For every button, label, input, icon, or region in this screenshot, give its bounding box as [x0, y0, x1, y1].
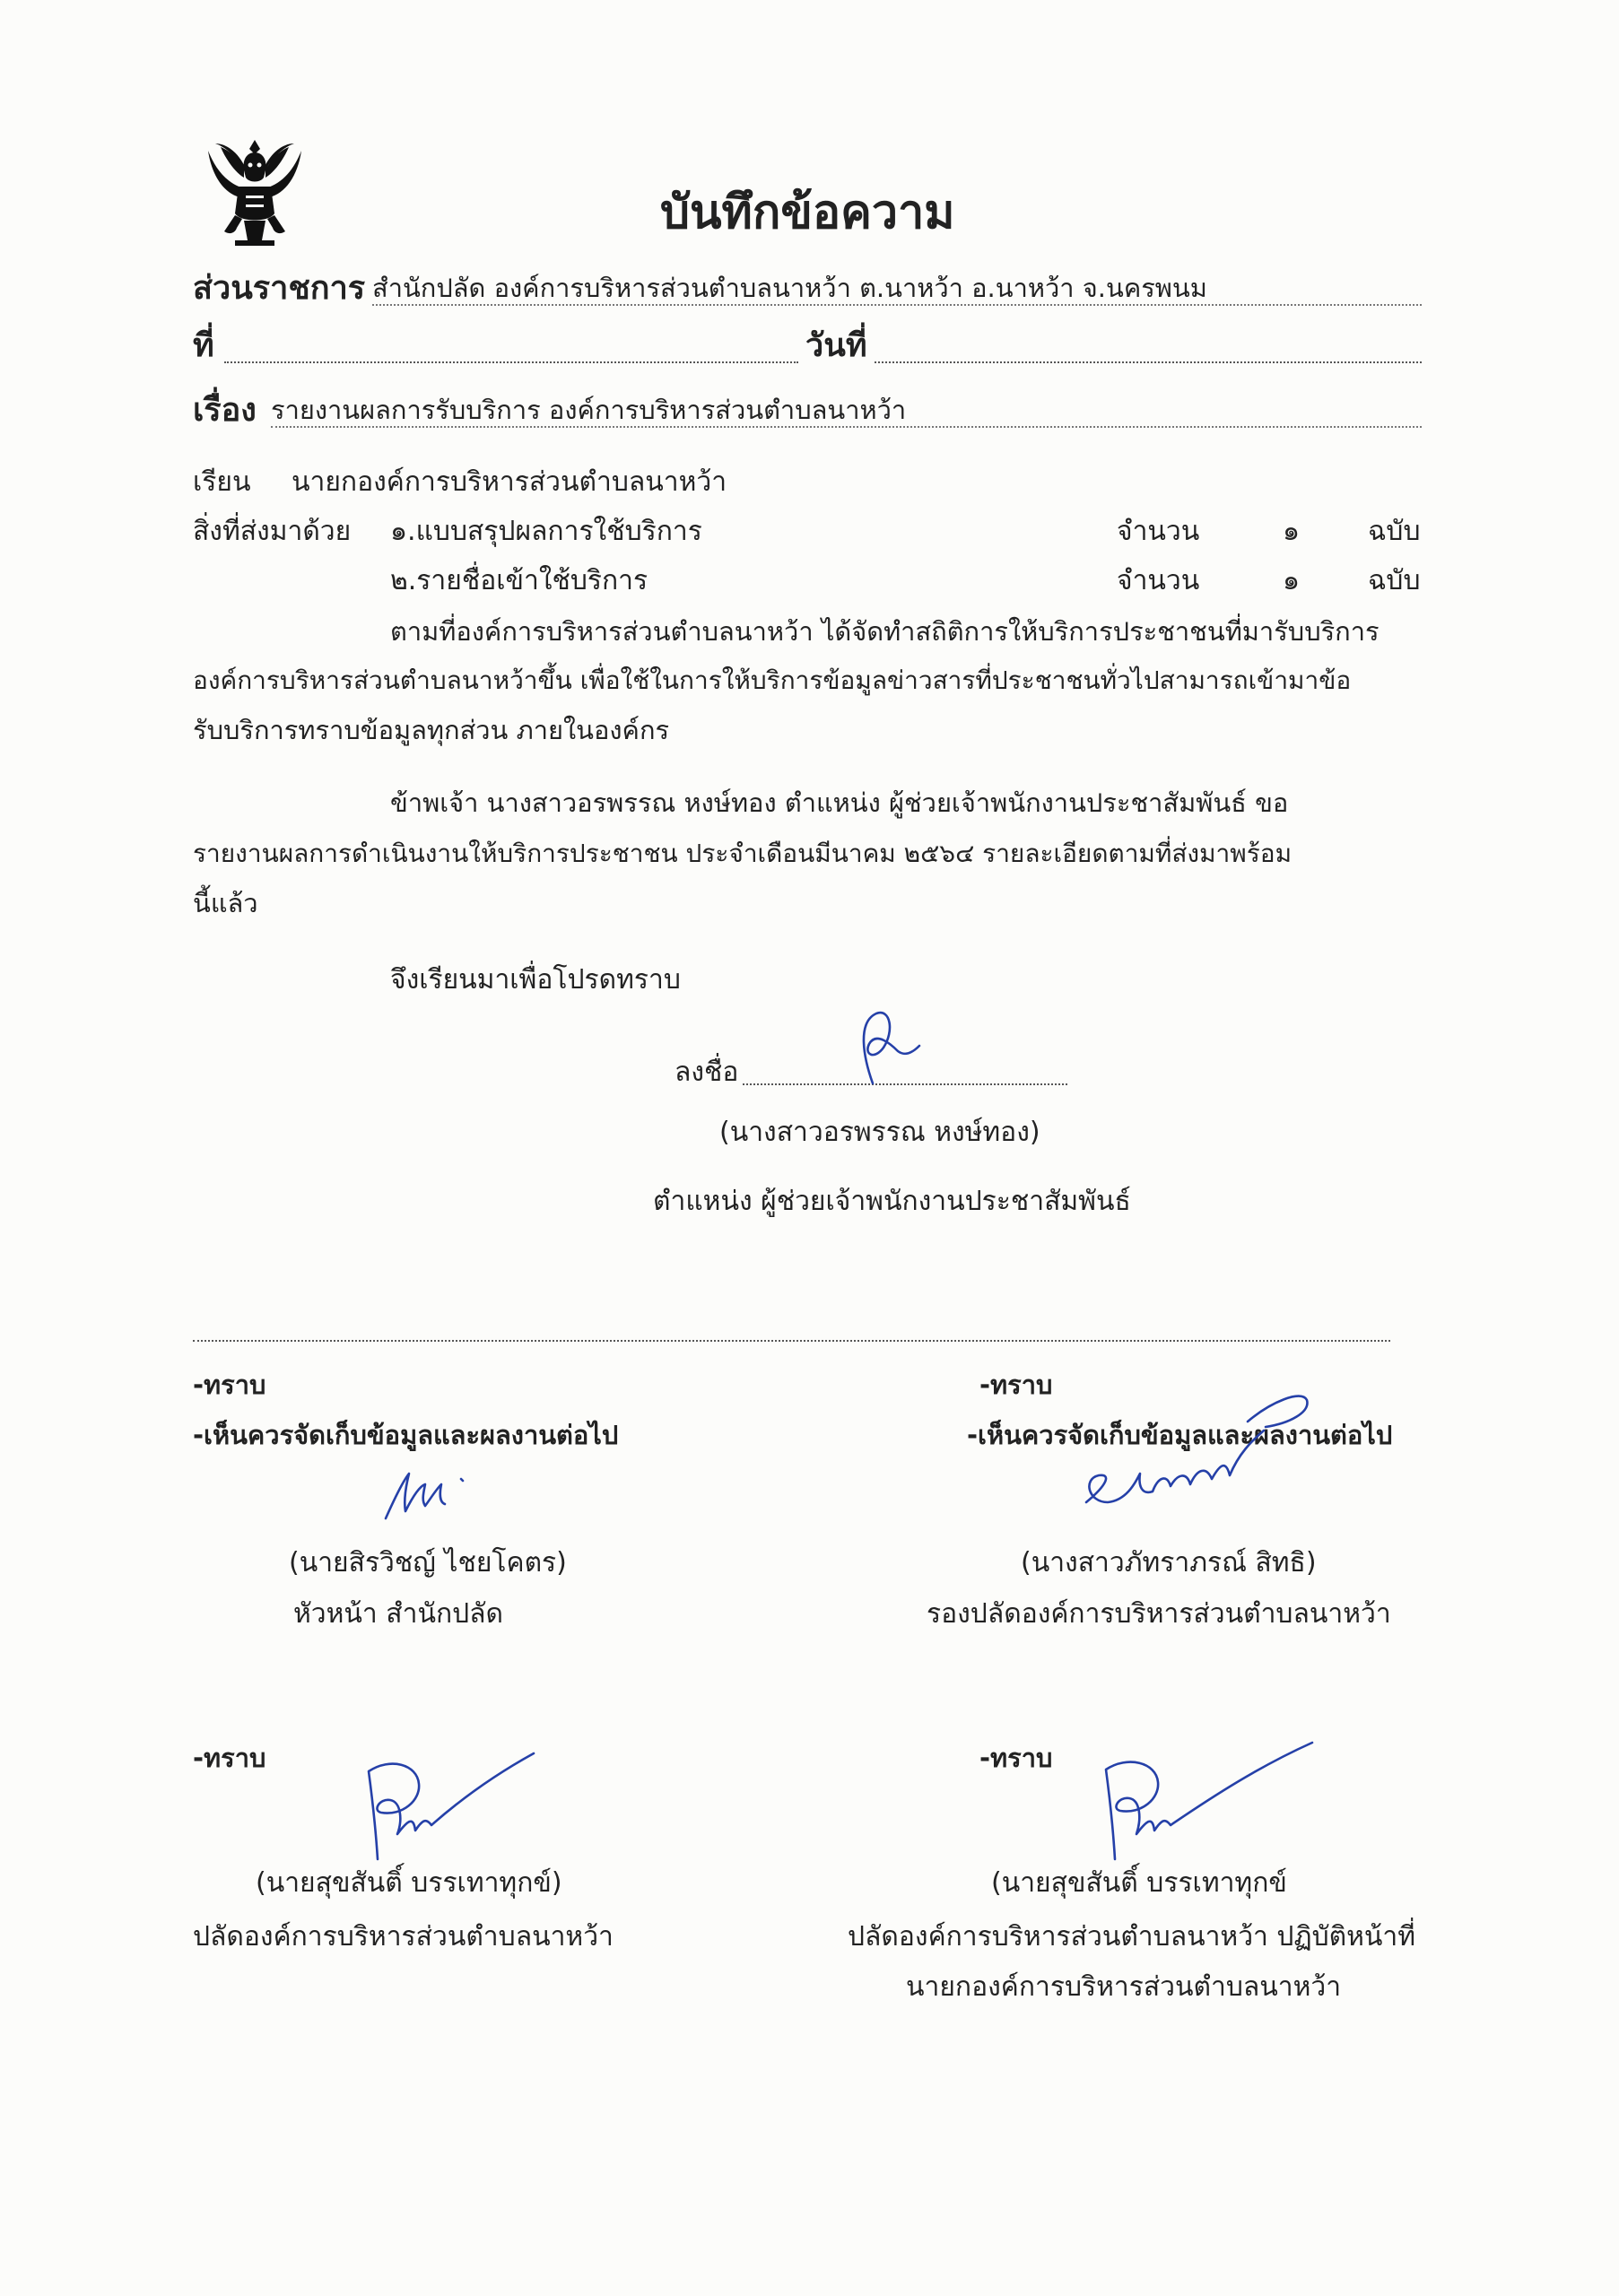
salutation-value: นายกองค์การบริหารส่วนตำบลนาหว้า — [292, 466, 727, 498]
ack-label: -ทราบ — [979, 1743, 1053, 1773]
signature-sirawit-icon — [377, 1466, 484, 1529]
subject-value: รายงานผลการรับบริการ องค์การบริหารส่วนตำบลนาหว้า — [271, 395, 1422, 428]
enclosure-item: ๑.แบบสรุปผลการใช้บริการ — [390, 516, 702, 547]
endorser-position-line2: นายกองค์การบริหารส่วนตำบลนาหว้า — [906, 1971, 1342, 2003]
date-label: วันที่ — [805, 327, 867, 364]
signature-suksan-icon — [345, 1744, 543, 1861]
endorser-name: (นายสุขสันติ์ บรรเทาทุกข์ — [991, 1867, 1287, 1899]
ack-label: -ทราบ — [193, 1370, 266, 1400]
page-title: บันทึกข้อความ — [660, 186, 955, 239]
closing-line: จึงเรียนมาเพื่อโปรดทราบ — [390, 964, 681, 996]
endorser-position: ปลัดองค์การบริหารส่วนตำบลนาหว้า — [193, 1921, 614, 1952]
endorser-position-line1: ปลัดองค์การบริหารส่วนตำบลนาหว้า ปฏิบัติหน้าที่ — [848, 1921, 1416, 1952]
ack-label: -ทราบ — [193, 1743, 266, 1773]
body-paragraph-2-line: นี้แล้ว — [193, 888, 258, 918]
sign-label: ลงชื่อ — [675, 1057, 739, 1088]
body-paragraph-2-line: รายงานผลการดำเนินงานให้บริการประชาชน ประจำเดือนมีนาคม ๒๕๖๔ รายละเอียดตามที่ส่งมาพร้อม — [193, 839, 1293, 868]
body-paragraph-2-line: ข้าพเจ้า นางสาวอรพรรณ หงษ์ทอง ตำแหน่ง ผู้ช่วยเจ้าพนักงานประชาสัมพันธ์ ขอ — [390, 787, 1289, 818]
endorser-position: รองปลัดองค์การบริหารส่วนตำบลนาหว้า — [927, 1598, 1391, 1630]
signature-suksan-icon — [1081, 1735, 1319, 1861]
signature-phattraporn-icon — [1072, 1368, 1314, 1520]
endorser-name: (นายสุขสันติ์ บรรเทาทุกข์) — [256, 1867, 562, 1899]
section-divider — [193, 1339, 1390, 1342]
ref-label: ที่ — [193, 327, 214, 364]
dept-label: ส่วนราชการ — [193, 270, 366, 307]
salutation-label: เรียน — [193, 466, 251, 498]
enclosure-item: ๒.รายชื่อเข้าใช้บริการ — [390, 565, 648, 596]
signer-position: ตำแหน่ง ผู้ช่วยเจ้าพนักงานประชาสัมพันธ์ — [653, 1186, 1131, 1217]
signer-name: (นางสาวอรพรรณ หงษ์ทอง) — [719, 1117, 1040, 1148]
endorsement-note: -เห็นควรจัดเก็บข้อมูลและผลงานต่อไป — [193, 1420, 619, 1450]
enclosure-unit: ฉบับ — [1368, 516, 1421, 547]
body-paragraph-1-line: ตามที่องค์การบริหารส่วนตำบลนาหว้า ได้จัดทำสถิติการให้บริการประชาชนที่มารับบริการ — [390, 616, 1380, 647]
enclosures-label: สิ่งที่ส่งมาด้วย — [193, 516, 352, 547]
endorser-position: หัวหน้า สำนักปลัด — [293, 1598, 504, 1630]
ack-label: -ทราบ — [979, 1370, 1053, 1400]
enclosure-qty-label: จำนวน — [1117, 516, 1200, 547]
endorser-name: (นางสาวภัทราภรณ์ สิทธิ) — [1021, 1547, 1317, 1578]
endorsement-note: -เห็นควรจัดเก็บข้อมูลและผลงานต่อไป — [967, 1420, 1393, 1450]
endorser-name: (นายสิรวิชญ์ ไชยโคตร) — [289, 1547, 567, 1578]
garuda-emblem-icon — [199, 133, 311, 254]
body-paragraph-1-line: รับบริการทราบข้อมูลทุกส่วน ภายในองค์กร — [193, 715, 670, 745]
body-paragraph-1-line: องค์การบริหารส่วนตำบลนาหว้าขึ้น เพื่อใช้ในการให้บริการข้อมูลข่าวสารที่ประชาชนทั่วไปสามารถเข้ามาข้อ — [193, 665, 1352, 695]
subject-label: เรื่อง — [193, 392, 257, 429]
enclosure-unit: ฉบับ — [1368, 565, 1421, 596]
enclosure-qty-label: จำนวน — [1117, 565, 1200, 596]
signature-orapan-icon — [848, 1004, 928, 1090]
enclosure-qty: ๑ — [1283, 565, 1301, 596]
dept-value: สำนักปลัด องค์การบริหารส่วนตำบลนาหว้า ต.นาหว้า อ.นาหว้า จ.นครพนม — [372, 273, 1422, 306]
enclosure-qty: ๑ — [1283, 516, 1301, 547]
date-field — [875, 361, 1422, 363]
ref-field — [224, 361, 798, 363]
